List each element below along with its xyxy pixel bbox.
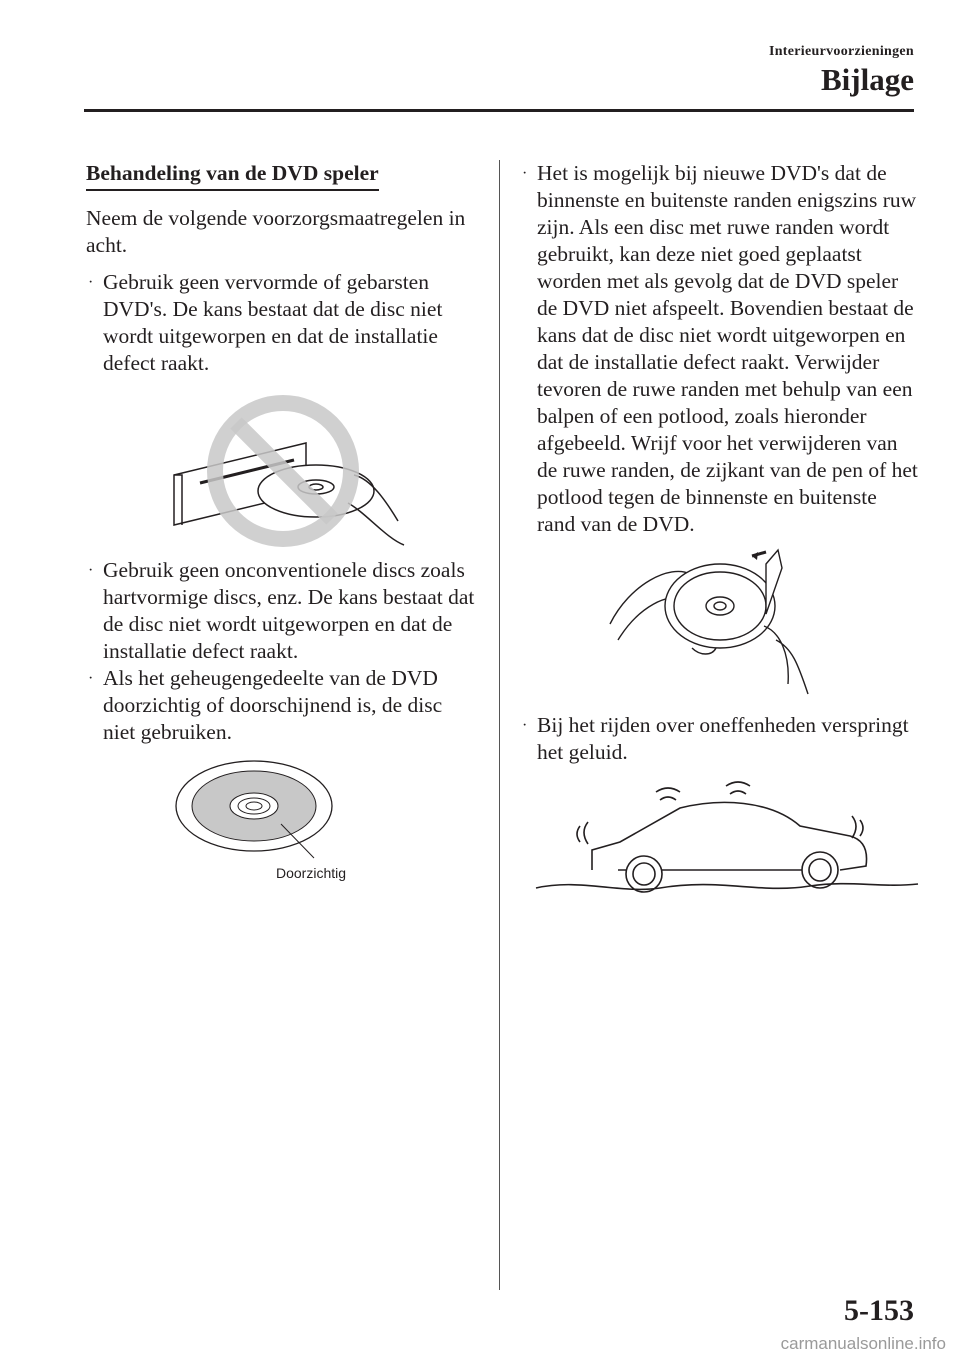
right-column (520, 160, 920, 900)
bullet-text: Gebruik geen onconventionele discs zoals hartvormige discs, enz. De kans bestaat dat de disc niet wordt uitgeworpen en dat de installatie defect raakt. (103, 558, 475, 663)
bullet-mark: · (522, 717, 528, 734)
list-item (86, 269, 476, 377)
section-title: Behandeling van de DVD speler (86, 160, 379, 191)
left-column (86, 160, 476, 904)
bullet-mark: · (88, 562, 94, 579)
header-rule (84, 109, 914, 112)
list-item (520, 712, 920, 766)
bullet-mark: · (522, 165, 528, 182)
bullet-text: Bij het rijden over oneffenheden verspringt het geluid. (537, 713, 909, 764)
intro-text: Neem de volgende voorzorgsmaatregelen in acht. (86, 206, 466, 257)
list-item (86, 665, 476, 746)
header-section: Interieurvoorzieningen (768, 44, 914, 59)
bullet-mark: · (88, 670, 94, 687)
watermark: carmanualsonline.info (780, 1334, 946, 1353)
deformed-disc-prohibited-illustration (86, 383, 476, 553)
deburring-disc-illustration (520, 544, 920, 704)
bullet-text: Als het geheugengedeelte van de DVD doorzichtig of doorschijnend is, de disc niet gebruiken. (103, 666, 443, 744)
bullet-text: Gebruik geen vervormde of gebarsten DVD's. De kans bestaat dat de disc niet wordt uitgeworpen en dat de installatie defect raakt. (103, 270, 443, 375)
bullet-text: Het is mogelijk bij nieuwe DVD's dat de binnenste en buitenste randen enigszins ruw zijn. Als een disc met ruwe randen wordt gebruikt, kan deze niet goed geplaatst worden met als gevolg dat de DVD speler de DVD niet afspeelt. Bovendien bestaat de kans dat de disc niet wordt uitgeworpen en dat de installatie defect raakt. Verwijder tevoren de ruwe randen met behulp van een balpen of een potlood, zoals hieronder afgebeeld. Wrijf voor het verwijderen van de ruwe randen, de zijkant van de pen of het potlood tegen de binnenste en buitenste rand van de DVD. (537, 161, 918, 536)
column-divider (499, 160, 500, 1290)
transparent-disc-illustration (86, 754, 476, 904)
car-bumpy-road-illustration (520, 770, 920, 900)
header-chapter: Bijlage (821, 62, 914, 97)
bullet-mark: · (88, 274, 94, 291)
list-item (520, 160, 920, 538)
page-number: 5-153 (844, 1294, 914, 1327)
list-item (86, 557, 476, 665)
disc-caption: Doorzichtig (276, 865, 347, 881)
